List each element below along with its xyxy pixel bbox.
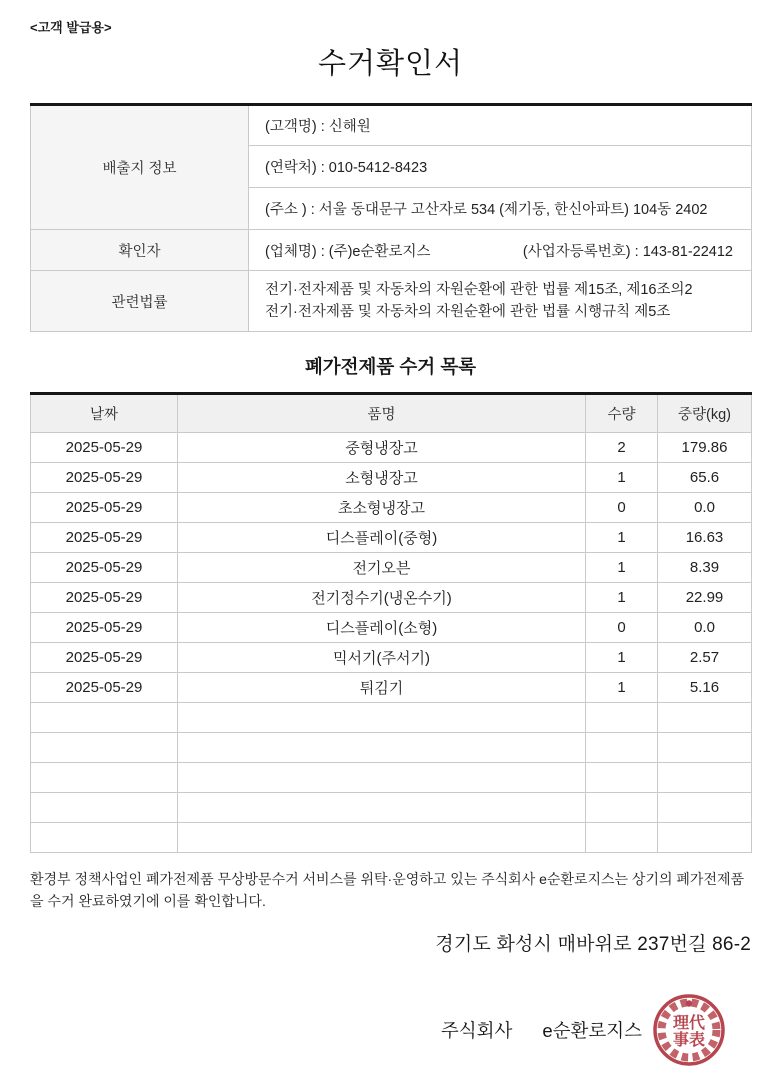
info-label-law: 관련법률 [31, 271, 249, 332]
cell-qty [586, 733, 658, 763]
cell-weight: 16.63 [658, 523, 752, 553]
table-row [31, 493, 752, 523]
cell-date: 2025-05-29 [31, 433, 178, 463]
header-name: 품명 [178, 394, 586, 433]
cell-qty: 0 [586, 493, 658, 523]
cell-qty: 1 [586, 463, 658, 493]
company-name: e순환로지스 [542, 1020, 642, 1041]
cell-weight: 8.39 [658, 553, 752, 583]
cell-weight: 65.6 [658, 463, 752, 493]
table-row [31, 823, 752, 853]
company-type: 주식회사 [440, 1020, 513, 1041]
cell-qty [586, 763, 658, 793]
info-row-law [31, 271, 752, 332]
cell-name: 믹서기(주서기) [178, 643, 586, 673]
cell-name: 전기정수기(냉온수기) [178, 583, 586, 613]
table-row [31, 793, 752, 823]
collection-table-body [31, 433, 752, 853]
cell-date: 2025-05-29 [31, 673, 178, 703]
cell-qty: 1 [586, 583, 658, 613]
cell-name: 디스플레이(중형) [178, 523, 586, 553]
table-row [31, 703, 752, 733]
table-row [31, 613, 752, 643]
cell-date: 2025-05-29 [31, 553, 178, 583]
cell-name: 소형냉장고 [178, 463, 586, 493]
cell-date [31, 763, 178, 793]
cell-weight [658, 823, 752, 853]
cell-name: 튀김기 [178, 673, 586, 703]
cell-date [31, 823, 178, 853]
info-row-customer [31, 105, 752, 146]
header-qty: 수량 [586, 394, 658, 433]
table-row [31, 763, 752, 793]
cell-weight: 0.0 [658, 493, 752, 523]
table-row [31, 643, 752, 673]
confirmation-statement: 환경부 정책사업인 폐가전제품 무상방문수거 서비스를 위탁·운영하고 있는 주식회사 e순환로지스는 상기의 폐가전제품을 수거 완료하였기에 이를 확인합니다. [30, 871, 745, 909]
table-row [31, 673, 752, 703]
cell-date: 2025-05-29 [31, 493, 178, 523]
info-row-confirmer [31, 230, 752, 271]
svg-text:理代: 理代 [672, 1015, 706, 1032]
cell-weight [658, 763, 752, 793]
company-seal [652, 993, 726, 1067]
company-signature-row [30, 993, 751, 1067]
cell-qty [586, 793, 658, 823]
header-weight: 중량(kg) [658, 394, 752, 433]
company-address: 경기도 화성시 매바위로 237번길 86-2 [435, 934, 751, 955]
cell-qty: 1 [586, 553, 658, 583]
cell-qty: 1 [586, 673, 658, 703]
cell-name [178, 703, 586, 733]
confirmer-company: (업체명) : (주)e순환로지스 [265, 243, 431, 260]
cell-name: 디스플레이(소형) [178, 613, 586, 643]
cell-name [178, 763, 586, 793]
header-date: 날짜 [31, 394, 178, 433]
table-row [31, 523, 752, 553]
info-value-address: (주소 ) : 서울 동대문구 고산자로 534 (제기동, 한신아파트) 104동 2402 [249, 188, 752, 230]
info-value-contact: (연락처) : 010-5412-8423 [249, 146, 752, 188]
info-value-law [249, 271, 752, 332]
cell-date: 2025-05-29 [31, 583, 178, 613]
table-row [31, 733, 752, 763]
table-row [31, 433, 752, 463]
info-label-confirmer: 확인자 [31, 230, 249, 271]
cell-weight: 22.99 [658, 583, 752, 613]
cell-weight: 2.57 [658, 643, 752, 673]
info-table [30, 103, 752, 332]
cell-weight: 5.16 [658, 673, 752, 703]
cell-name [178, 733, 586, 763]
cell-weight [658, 793, 752, 823]
cell-name [178, 793, 586, 823]
confirmer-biz-no: (사업자등록번호) : 143-81-22412 [522, 243, 733, 260]
cell-date: 2025-05-29 [31, 643, 178, 673]
cell-name: 중형냉장고 [178, 433, 586, 463]
cell-date: 2025-05-29 [31, 463, 178, 493]
cell-date: 2025-05-29 [31, 523, 178, 553]
corner-label: <고객 발급용> [30, 20, 112, 35]
info-value-customer: (고객명) : 신해원 [249, 105, 752, 146]
table-row [31, 463, 752, 493]
page-title: 수거확인서 [317, 48, 464, 80]
cell-date: 2025-05-29 [31, 613, 178, 643]
cell-qty: 0 [586, 613, 658, 643]
cell-date [31, 733, 178, 763]
svg-text:事表: 事表 [672, 1032, 706, 1049]
cell-qty [586, 703, 658, 733]
cell-qty: 1 [586, 643, 658, 673]
law-line-1: 전기·전자제품 및 자동차의 자원순환에 관한 법률 제15조, 제16조의2 [265, 282, 693, 298]
cell-weight: 179.86 [658, 433, 752, 463]
seal-stamp-icon [652, 993, 726, 1067]
cell-name: 초소형냉장고 [178, 493, 586, 523]
table-row [31, 553, 752, 583]
cell-name [178, 823, 586, 853]
cell-name: 전기오븐 [178, 553, 586, 583]
collection-table [30, 392, 752, 853]
cell-date [31, 793, 178, 823]
cell-qty: 1 [586, 523, 658, 553]
cell-weight [658, 703, 752, 733]
collection-table-header [31, 394, 752, 433]
info-label-discharge: 배출지 정보 [31, 105, 249, 230]
info-value-confirmer [249, 230, 752, 271]
cell-qty [586, 823, 658, 853]
table-row [31, 583, 752, 613]
cell-date [31, 703, 178, 733]
law-line-2: 전기·전자제품 및 자동차의 자원순환에 관한 법률 시행규칙 제5조 [265, 304, 671, 320]
section-title: 폐가전제품 수거 목록 [304, 356, 477, 377]
cell-weight [658, 733, 752, 763]
cell-qty: 2 [586, 433, 658, 463]
cell-weight: 0.0 [658, 613, 752, 643]
